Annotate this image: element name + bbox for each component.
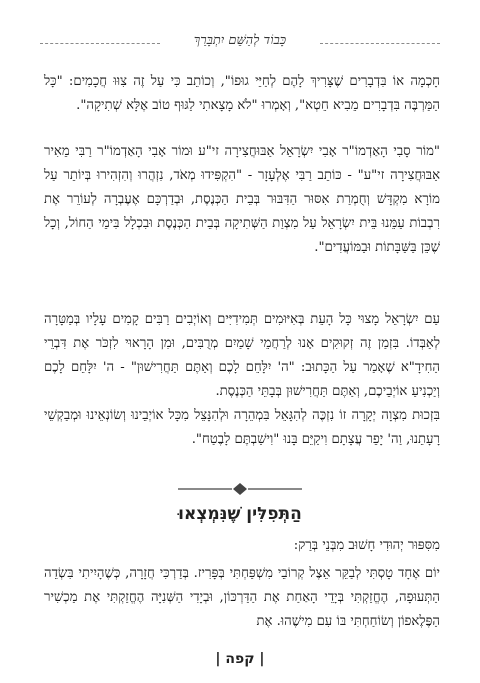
paragraph-4: בִּזְכוּת מִצְוָה יְקָרָה זוֹ נִזְכֶּה לְהִגָּאֵל בִּמְהֵרָה וּלְהִנָּצֵל מִכָּל אוֹיְבֵינוּ וְשׂוֹנְאֵינוּ וּמְבַקְשֵׁי רָעָתֵנוּ, וַה' יָפֵר עֲצָתָם וִיקַיֵּם בָּנוּ "וִישַׁבְתֶּם לָבֶטַח". <box>44 408 440 447</box>
paragraph-1: חָכְמָה אוֹ בִּדְבָרִים שֶׁצָּרִיךְ לָהֶם לְחַיֵּי גוּפוֹ", וְכוֹתֵב כִּי עַל זֶה צִוּוּ חֲכָמִים: "כָּל הַמַּרְבֶּה בִּדְבָרִים מֵבִיא חֵטְא", וְאָמְרוּ "לֹא מָצָאתִי לַגּוּף טוֹב אֶלָּא שְׁתִיקָה". <box>44 74 440 113</box>
header-dash-right <box>320 43 440 44</box>
article-title: הַתְּפִלִּין שֶׁנִּמְצְאוּ <box>178 504 302 524</box>
header-dash-left <box>40 43 160 44</box>
article-opening: יוֹם אֶחָד טָסְתִּי לְבַקֵּר אֵצֶל קְרוֹבֵי מִשְׁפַּחְתִּי בְּפָּרִיז. בְּדַרְכִּי חֲזָרָה, כְּשֶׁהָיִיתִי בִּשְׂדֵה הַתְּעוּפָה, הֶחֱזַקְתִּי בְּיָדֵי הָאַחַת אֶת הַדַּרְכּוֹן, וּבְיָדִי הַשְּׁנִיָּה הֶחֱזַקְתִּי אֶת מַכְשִׁיר הַפֶּלֶאפוֹן וְשׂוֹחַחְתִּי בּוֹ עִם מִישֶׁהוּ. אֶת <box>44 566 440 629</box>
paragraph-3: עַם יִשְׂרָאֵל מָצוּי כָּל הָעֵת בְּאִיּוּמִים תְּמִידִיִּים וְאוֹיְבִים רַבִּים קָמִים עָלָיו בְּמַטָּרָה לְאַבְּדוֹ. בִּזְמַן זֶה זְקוּקִים אָנוּ לְרַחֲמֵי שָׁמַיִם מְרֻבִּים, וּמִן הָרָאוּי לִזְכֹּר אֶת דִּבְרֵי הַחִידָ"א שֶׁאָמַר עַל הַכָּתוּב: "ה' יִלָּחֵם לָכֶם וְאַתֶּם תַּחֲרִישׁוּן" - ה' יִלָּחֵם לָכֶם וְיַכְנִיעַ אוֹיְבֵיכֶם, וְאַתֶּם תַּחֲרִישׁוּן בְּבָתֵּי הַכְּנֶסֶת. <box>44 312 440 399</box>
paragraph-2: "מוֹר סָבִי הָאַדְמוֹ"ר אָבִי יִשְׂרָאֵל אַבּוּחֲצִירָה זי"ע וּמוֹר אָבִי הָאַדְמוֹ"ר רַבִּי מֵאִיר אַבּוּחֲצִירָה זי"ע" - כּוֹתֵב רַבִּי אֶלְעָזָר - "הִקְפִּידוּ מְאֹד, נִזְהֲרוּ וְהִזְהִירוּ בְּיוֹתֵר עַל מוֹרָא מִקְדָּשׁ וְחֻמְרַת אִסּוּר הַדִּבּוּר בְּבֵית הַכְּנֶסֶת, וּבְדַרְכָּם אֶעֶבְרָה לְעוֹרֵר אֶת רִבְבוֹת עַמֵּנוּ בֵּית יִשְׂרָאֵל עַל מִצְוַת הַשְּׁתִיקָה בְּבֵית הַכְּנֶסֶת וּבִכְלָל בִּימֵי הַחוֹל, וְכָל שֶׁכֵּן בַּשַּׁבָּתוֹת וּבַמּוֹעֲדִים". <box>44 144 440 255</box>
page-number: | קפה | <box>215 651 265 667</box>
article-source: מִסִּפּוּר יְהוּדִי חָשׁוּב מִבְּנֵי בְּרַק: <box>293 538 440 553</box>
header-title: כָּבוֹד לְהַשֵּׁם יִתְבָּרַךְ <box>193 33 287 48</box>
ornament-divider <box>178 482 302 496</box>
running-header <box>40 20 440 60</box>
